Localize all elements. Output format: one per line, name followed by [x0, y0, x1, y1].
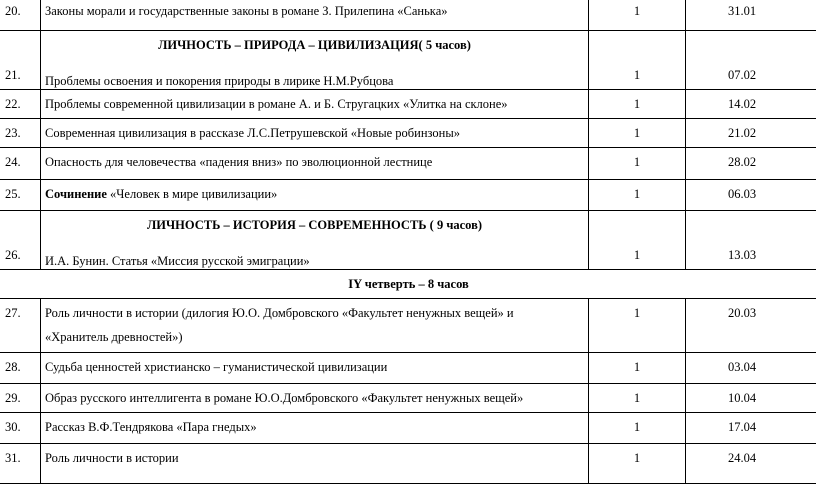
row-number: 21. [5, 68, 21, 82]
lesson-hours: 1 [633, 68, 641, 82]
table-row [0, 353, 816, 384]
row-number: 28. [0, 353, 41, 384]
lesson-date: 10.04 [686, 384, 816, 413]
lesson-hours: 1 [589, 0, 686, 31]
lesson-date: 07.02 [728, 68, 757, 82]
row-number: 31. [0, 444, 41, 484]
table-row [0, 299, 816, 353]
table-row [0, 413, 816, 444]
lesson-date: 24.04 [686, 444, 816, 484]
lesson-topic: Судьба ценностей христианско – гуманистической цивилизации [41, 353, 589, 384]
table-row [0, 211, 816, 270]
row-number: 22. [0, 90, 41, 119]
lesson-hours: 1 [589, 444, 686, 484]
essay-label: Сочинение [45, 187, 107, 201]
row-number: 30. [0, 413, 41, 444]
lesson-date: 03.04 [686, 353, 816, 384]
lesson-topic: Проблемы современной цивилизации в романе А. и Б. Стругацких «Улитка на склоне» [41, 90, 589, 119]
lesson-hours: 1 [589, 119, 686, 148]
section-title: ЛИЧНОСТЬ – ПРИРОДА – ЦИВИЛИЗАЦИЯ( 5 часов) [158, 38, 471, 52]
table-row [0, 148, 816, 180]
lesson-topic-line: «Хранитель древностей») [45, 330, 183, 344]
table-row [0, 180, 816, 211]
lesson-topic-text: «Человек в мире цивилизации» [106, 187, 278, 201]
lesson-topic: Современная цивилизация в рассказе Л.С.Петрушевской «Новые робинзоны» [41, 119, 589, 148]
table-row [0, 90, 816, 119]
lesson-date: 20.03 [686, 299, 816, 353]
quarter-row [0, 270, 816, 299]
lesson-date: 21.02 [686, 119, 816, 148]
lesson-hours: 1 [589, 353, 686, 384]
row-number: 24. [0, 148, 41, 180]
lesson-topic: Роль личности в истории [41, 444, 589, 484]
table-row [0, 444, 816, 484]
row-number: 23. [0, 119, 41, 148]
lesson-date: 17.04 [686, 413, 816, 444]
lesson-topic: Образ русского интеллигента в романе Ю.О.Домбровского «Факультет ненужных вещей» [41, 384, 589, 413]
lesson-hours: 1 [589, 90, 686, 119]
row-number: 29. [0, 384, 41, 413]
lesson-topic: И.А. Бунин. Статья «Миссия русской эмиграции» [45, 254, 310, 268]
lesson-hours: 1 [589, 180, 686, 211]
lesson-topic: Опасность для человечества «падения вниз» по эволюционной лестнице [41, 148, 589, 180]
lesson-date: 31.01 [686, 0, 816, 31]
table-row [0, 31, 816, 90]
row-number: 20. [0, 0, 41, 31]
table-row [0, 384, 816, 413]
lesson-date: 13.03 [728, 248, 757, 262]
lesson-topic [41, 180, 589, 211]
lesson-hours: 1 [589, 384, 686, 413]
section-title: ЛИЧНОСТЬ – ИСТОРИЯ – СОВРЕМЕННОСТЬ ( 9 часов) [146, 218, 483, 232]
lesson-hours: 1 [589, 299, 686, 353]
lesson-date: 28.02 [686, 148, 816, 180]
table-row [0, 119, 816, 148]
lesson-date: 06.03 [686, 180, 816, 211]
row-number: 26. [5, 248, 21, 262]
table-row [0, 0, 816, 31]
lesson-hours: 1 [589, 148, 686, 180]
lesson-hours: 1 [633, 248, 641, 262]
lesson-topic [41, 299, 589, 353]
quarter-title: IY четверть – 8 часов [0, 270, 816, 299]
lesson-topic: Рассказ В.Ф.Тендрякова «Пара гнедых» [41, 413, 589, 444]
row-number: 25. [0, 180, 41, 211]
lesson-topic-line: Роль личности в истории (дилогия Ю.О. Домбровского «Факультет ненужных вещей» и [45, 306, 514, 320]
lesson-hours: 1 [589, 413, 686, 444]
lesson-date: 14.02 [686, 90, 816, 119]
lesson-topic: Проблемы освоения и покорения природы в лирике Н.М.Рубцова [45, 74, 394, 88]
lesson-topic: Законы морали и государственные законы в романе З. Прилепина «Санька» [41, 0, 589, 31]
row-number: 27. [0, 299, 41, 353]
